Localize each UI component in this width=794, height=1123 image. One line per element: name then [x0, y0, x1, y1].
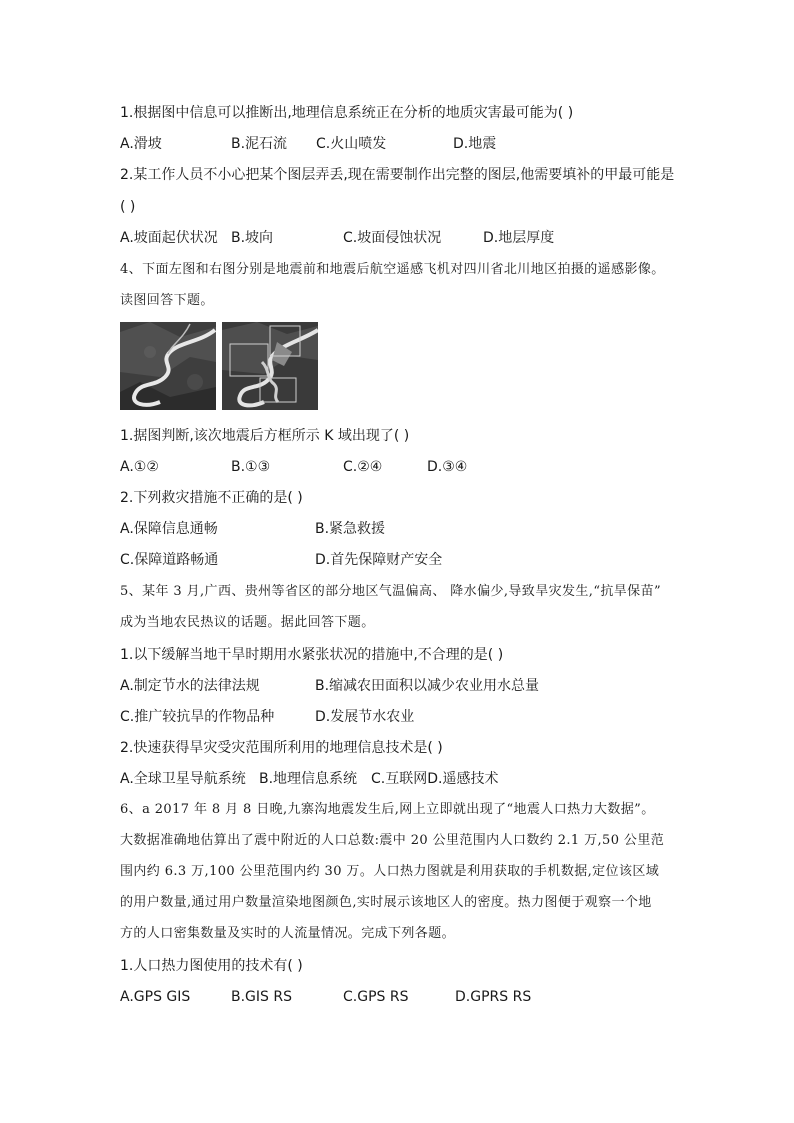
q3-2-option-a: A.坡面起伏状况	[120, 230, 218, 246]
q4-1-option-a: A.①②	[120, 459, 159, 475]
q6-intro-line2: 大数据准确地估算出了震中附近的人口总数:震中 20 公里范围内人口数约 2.1 万,50 公里范	[120, 833, 665, 848]
q5-2-option-c: C.互联网D.遥感技术	[371, 771, 499, 787]
pre-earthquake-remote-sensing-image	[120, 322, 216, 410]
q5-1-option-b: B.缩减农田面积以减少农业用水总量	[315, 678, 540, 694]
q5-2-option-b: B.地理信息系统	[259, 771, 358, 787]
post-earthquake-remote-sensing-image	[222, 322, 318, 410]
q6-1-option-b: B.GIS RS	[231, 989, 292, 1005]
q6-1-option-c: C.GPS RS	[343, 989, 409, 1005]
q4-2-option-d: D.首先保障财产安全	[315, 552, 443, 568]
q6-intro-line1: 6、a 2017 年 8 月 8 日晚,九寨沟地震发生后,网上立即就出现了“地震人口热力大数据”。	[120, 802, 655, 817]
q3-1-option-b: B.泥石流	[231, 136, 288, 152]
q3-2-stem-line2: ( )	[120, 199, 136, 215]
q6-1-option-a: A.GPS GIS	[120, 989, 191, 1005]
q5-2-stem: 2.快速获得旱灾受灾范围所利用的地理信息技术是( )	[120, 740, 443, 756]
q4-2-option-b: B.紧急救援	[315, 521, 386, 537]
q5-2-option-a: A.全球卫星导航系统	[120, 771, 246, 787]
q3-2-stem-line1: 2.某工作人员不小心把某个图层弄丢,现在需要制作出完整的图层,他需要填补的甲最可能是	[120, 167, 675, 183]
q5-1-option-c: C.推广较抗旱的作物品种	[120, 709, 275, 725]
q6-intro-line3: 围内约 6.3 万,100 公里范围内约 30 万。人口热力图就是利用获取的手机数据,定位该区域	[120, 864, 660, 879]
q4-intro-line1: 4、下面左图和右图分别是地震前和地震后航空遥感飞机对四川省北川地区拍摄的遥感影像。	[120, 262, 665, 277]
q4-intro-line2: 读图回答下题。	[120, 293, 214, 308]
q5-intro-line1: 5、某年 3 月,广西、贵州等省区的部分地区气温偏高、 降水偏少,导致旱灾发生,“抗旱保苗”	[120, 584, 662, 599]
q3-1-stem: 1.根据图中信息可以推断出,地理信息系统正在分析的地质灾害最可能为( )	[120, 105, 574, 121]
q6-1-stem: 1.人口热力图使用的技术有( )	[120, 958, 303, 974]
q6-1-option-d: D.GPRS RS	[455, 989, 532, 1005]
q3-1-option-a: A.滑坡	[120, 136, 162, 152]
q4-2-option-c: C.保障道路畅通	[120, 552, 219, 568]
q6-intro-line4: 的用户数量,通过用户数量渲染地图颜色,实时展示该地区人的密度。热力图便于观察一个地	[120, 895, 652, 910]
q3-1-option-d: D.地震	[453, 136, 497, 152]
q4-2-stem: 2.下列救灾措施不正确的是( )	[120, 490, 303, 506]
q3-2-option-c: C.坡面侵蚀状况	[343, 230, 442, 246]
q4-2-option-a: A.保障信息通畅	[120, 521, 218, 537]
q3-1-option-c: C.火山喷发	[316, 136, 387, 152]
q4-1-stem: 1.据图判断,该次地震后方框所示 K 域出现了( )	[120, 428, 410, 444]
q4-1-option-b: B.①③	[231, 459, 271, 475]
q4-1-option-c: C.②④	[343, 459, 383, 475]
q3-2-option-b: B.坡向	[231, 230, 274, 246]
q6-intro-line5: 方的人口密集数量及实时的人流量情况。完成下列各题。	[120, 926, 456, 941]
q4-1-option-d: D.③④	[427, 459, 468, 475]
q5-1-option-a: A.制定节水的法律法规	[120, 678, 260, 694]
q5-1-option-d: D.发展节水农业	[315, 709, 415, 725]
q5-1-stem: 1.以下缓解当地干旱时期用水紧张状况的措施中,不合理的是( )	[120, 647, 504, 663]
q5-intro-line2: 成为当地农民热议的话题。据此回答下题。	[120, 615, 375, 630]
q3-2-option-d: D.地层厚度	[483, 230, 555, 246]
